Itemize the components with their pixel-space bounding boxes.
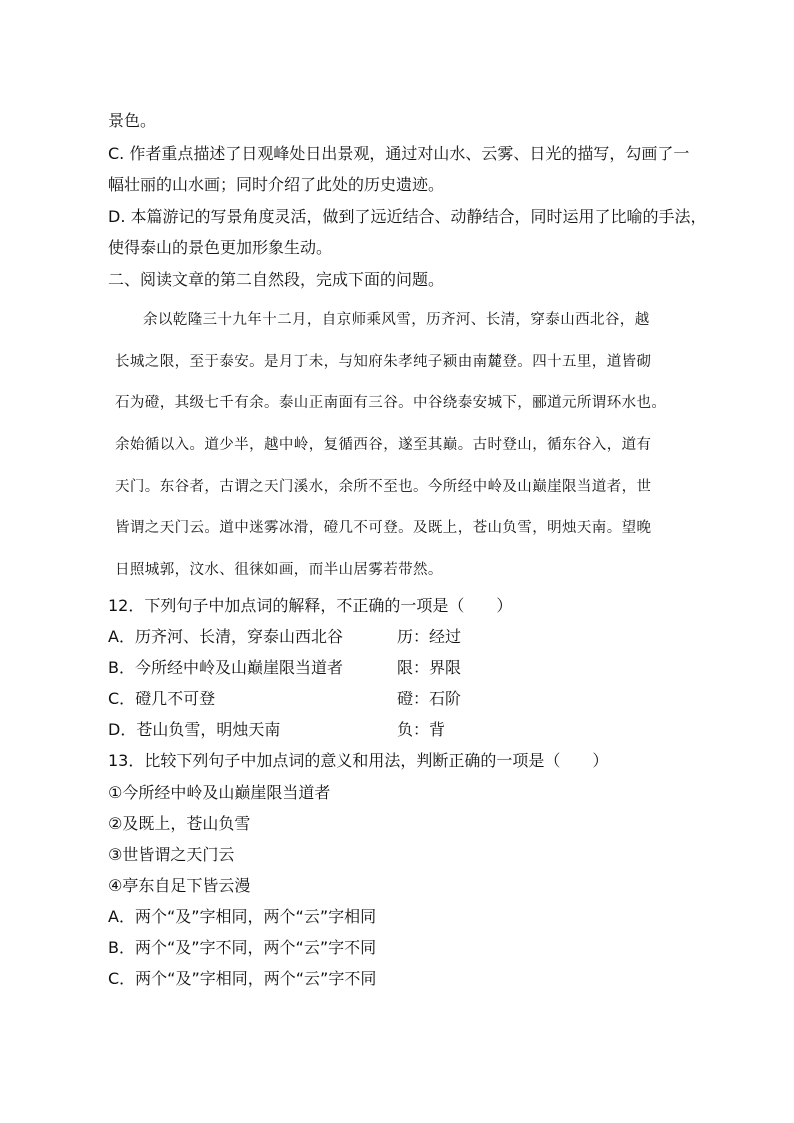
q12-option-a: A．历齐河、长清，穿泰山西北谷 — [108, 627, 343, 646]
q13-sentence: ③世皆谓之天门云 — [108, 845, 235, 864]
passage-line: 余始循以入。道少半，越中岭，复循西谷，遂至其巅。古时登山，循东谷入，道有 — [115, 437, 652, 453]
question-12-stem: 12．下列句子中加点词的解释，不正确的一项是（ ） — [108, 596, 513, 615]
q12-option-c-gloss: 磴：石阶 — [397, 689, 462, 708]
option-d-line2: 使得泰山的景色更加形象生动。 — [108, 238, 333, 257]
q13-sentence: ①今所经中岭及山巅崖限当道者 — [108, 783, 331, 802]
option-c-line2: 幅壮丽的山水画；同时介绍了此处的历史遗迹。 — [108, 175, 445, 194]
passage-line: 日照城郭，汶水、徂徕如画，而半山居雾若带然。 — [115, 562, 443, 578]
passage-line: 长城之限，至于泰安。是月丁未，与知府朱孝纯子颍由南麓登。四十五里，道皆砌 — [115, 354, 652, 370]
q13-option-c: C．两个“及”字相同，两个“云”字不同 — [108, 969, 377, 988]
section-heading: 二、阅读文章的第二自然段，完成下面的问题。 — [108, 270, 445, 289]
passage-line: 皆谓之天门云。道中迷雾冰滑，磴几不可登。及既上，苍山负雪，明烛天南。望晚 — [115, 520, 652, 536]
q12-option-a-gloss: 历：经过 — [397, 627, 462, 646]
q13-sentence: ②及既上，苍山负雪 — [108, 814, 251, 833]
q12-option-d: D．苍山负雪，明烛天南 — [108, 720, 281, 739]
q13-option-a: A．两个“及”字相同，两个“云”字相同 — [108, 907, 377, 926]
q12-option-b: B．今所经中岭及山巅崖限当道者 — [108, 658, 343, 677]
passage-line: 余以乾隆三十九年十二月，自京师乘风雪，历齐河、长清，穿泰山西北谷，越 — [143, 312, 650, 328]
passage-line: 天门。东谷者，古谓之天门溪水，余所不至也。今所经中岭及山巅崖限当道者，世 — [115, 479, 652, 495]
q12-option-d-gloss: 负：背 — [397, 720, 446, 739]
q12-option-c: C．磴几不可登 — [108, 689, 216, 708]
question-13-stem: 13．比较下列句子中加点词的意义和用法，判断正确的一项是（ ） — [108, 751, 609, 770]
q13-sentence: ④亭东自足下皆云漫 — [108, 876, 251, 895]
option-c-line1: C. 作者重点描述了日观峰处日出景观，通过对山水、云雾、日光的描写，勾画了一 — [108, 144, 690, 163]
option-b-tail: 景色。 — [108, 111, 157, 130]
q12-option-b-gloss: 限：界限 — [397, 658, 462, 677]
passage-line: 石为磴，其级七千有余。泰山正南面有三谷。中谷绕泰安城下，郦道元所谓环水也。 — [115, 395, 667, 411]
option-d-line1: D. 本篇游记的写景角度灵活，做到了远近结合、动静结合，同时运用了比喻的手法， — [108, 207, 707, 226]
q13-option-b: B．两个“及”字不同，两个“云”字不同 — [108, 938, 377, 957]
